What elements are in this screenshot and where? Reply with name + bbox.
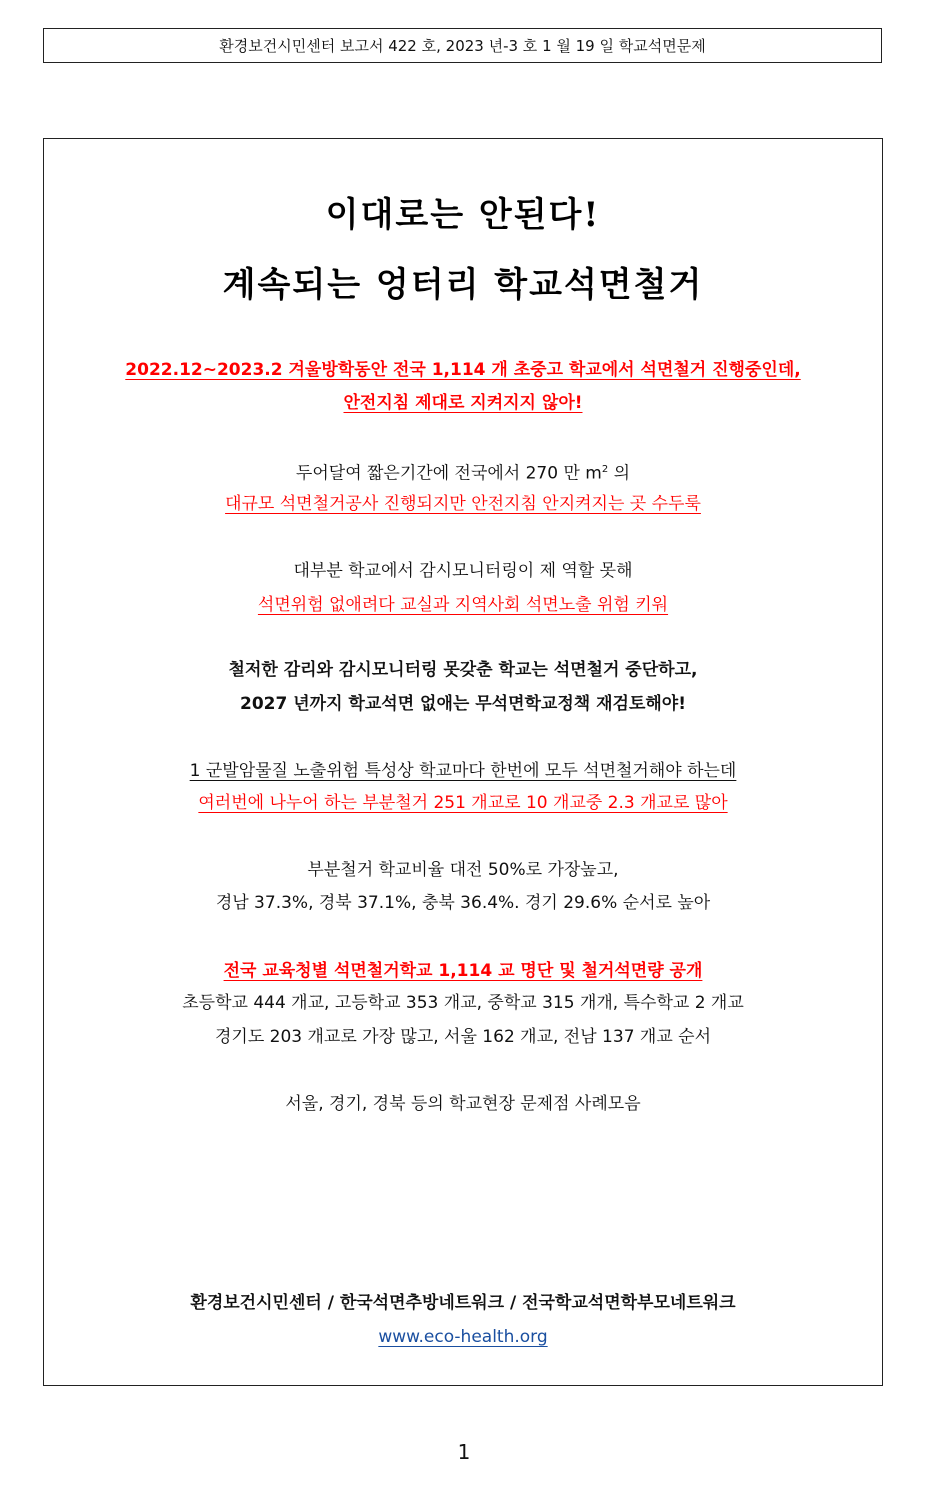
footer-organizations: 환경보건시민센터 / 한국석면추방네트워크 / 전국학교석면학부모네트워크 bbox=[190, 1293, 736, 1313]
section4-line-1 bbox=[44, 759, 882, 783]
section5-line-2: 경남 37.3%, 경북 37.1%, 충북 36.4%. 경기 29.6% 순서로 높아 bbox=[215, 893, 711, 913]
lead-line-2-text: 안전지침 제대로 지켜지지 않아! bbox=[343, 393, 583, 413]
content-box bbox=[43, 138, 883, 1386]
title-line-2: 계속되는 엉터리 학교석면철거 bbox=[222, 265, 704, 305]
section6-line-1 bbox=[44, 959, 882, 983]
footer-url-row bbox=[44, 1325, 882, 1349]
section3-line-2: 2027 년까지 학교석면 없애는 무석면학교정책 재검토해야! bbox=[240, 694, 686, 714]
lead-line-1-text: 2022.12~2023.2 겨울방학동안 전국 1,114 개 초중고 학교에서 석면철거 진행중인데, bbox=[125, 360, 801, 380]
section4-line-1-text: 1 군발암물질 노출위험 특성상 학교마다 한번에 모두 석면철거해야 하는데 bbox=[189, 761, 737, 781]
section7-line-1: 서울, 경기, 경북 등의 학교현장 문제점 사례모음 bbox=[285, 1094, 641, 1114]
section4-line-2-text: 여러번에 나누어 하는 부분철거 251 개교로 10 개교중 2.3 개교로 많아 bbox=[198, 793, 728, 813]
section1-line-2 bbox=[44, 492, 882, 516]
website-link[interactable]: www.eco-health.org bbox=[378, 1327, 548, 1347]
section1-line-1 bbox=[44, 458, 882, 486]
section5-line-1: 부분철거 학교비율 대전 50%로 가장높고, bbox=[307, 860, 619, 880]
lead-line-2 bbox=[44, 391, 882, 415]
section6-line-2: 초등학교 444 개교, 고등학교 353 개교, 중학교 315 개개, 특수학교 2 개교 bbox=[182, 993, 744, 1013]
section3-line-1: 철저한 감리와 감시모니터링 못갖춘 학교는 석면철거 중단하고, bbox=[228, 660, 698, 680]
section2-line-2-text: 석면위험 없애려다 교실과 지역사회 석면노출 위험 키워 bbox=[257, 595, 669, 615]
section2-line-2 bbox=[44, 593, 882, 617]
section4-line-2 bbox=[44, 791, 882, 815]
section1-line-2-text: 대규모 석면철거공사 진행되지만 안전지침 안지켜지는 곳 수두룩 bbox=[225, 494, 701, 514]
lead-line-1 bbox=[44, 358, 882, 382]
section6-line-1-text: 전국 교육청별 석면철거학교 1,114 교 명단 및 철거석면량 공개 bbox=[223, 961, 703, 981]
section6-line-3: 경기도 203 개교로 가장 많고, 서울 162 개교, 전남 137 개교 순서 bbox=[214, 1027, 712, 1047]
area-suffix: 의 bbox=[608, 463, 631, 484]
area-prefix: 두어달여 짧은기간에 전국에서 270 만 m bbox=[295, 463, 602, 484]
title-line-1: 이대로는 안된다! bbox=[325, 195, 601, 235]
report-header bbox=[43, 28, 882, 63]
page-number: 1 bbox=[457, 1440, 471, 1464]
section2-line-1: 대부분 학교에서 감시모니터링이 제 역할 못해 bbox=[293, 561, 633, 581]
area-superscript: 2 bbox=[601, 464, 609, 475]
report-header-text: 환경보건시민센터 보고서 422 호, 2023 년-3 호 1 월 19 일 학교석면문제 bbox=[219, 37, 706, 55]
